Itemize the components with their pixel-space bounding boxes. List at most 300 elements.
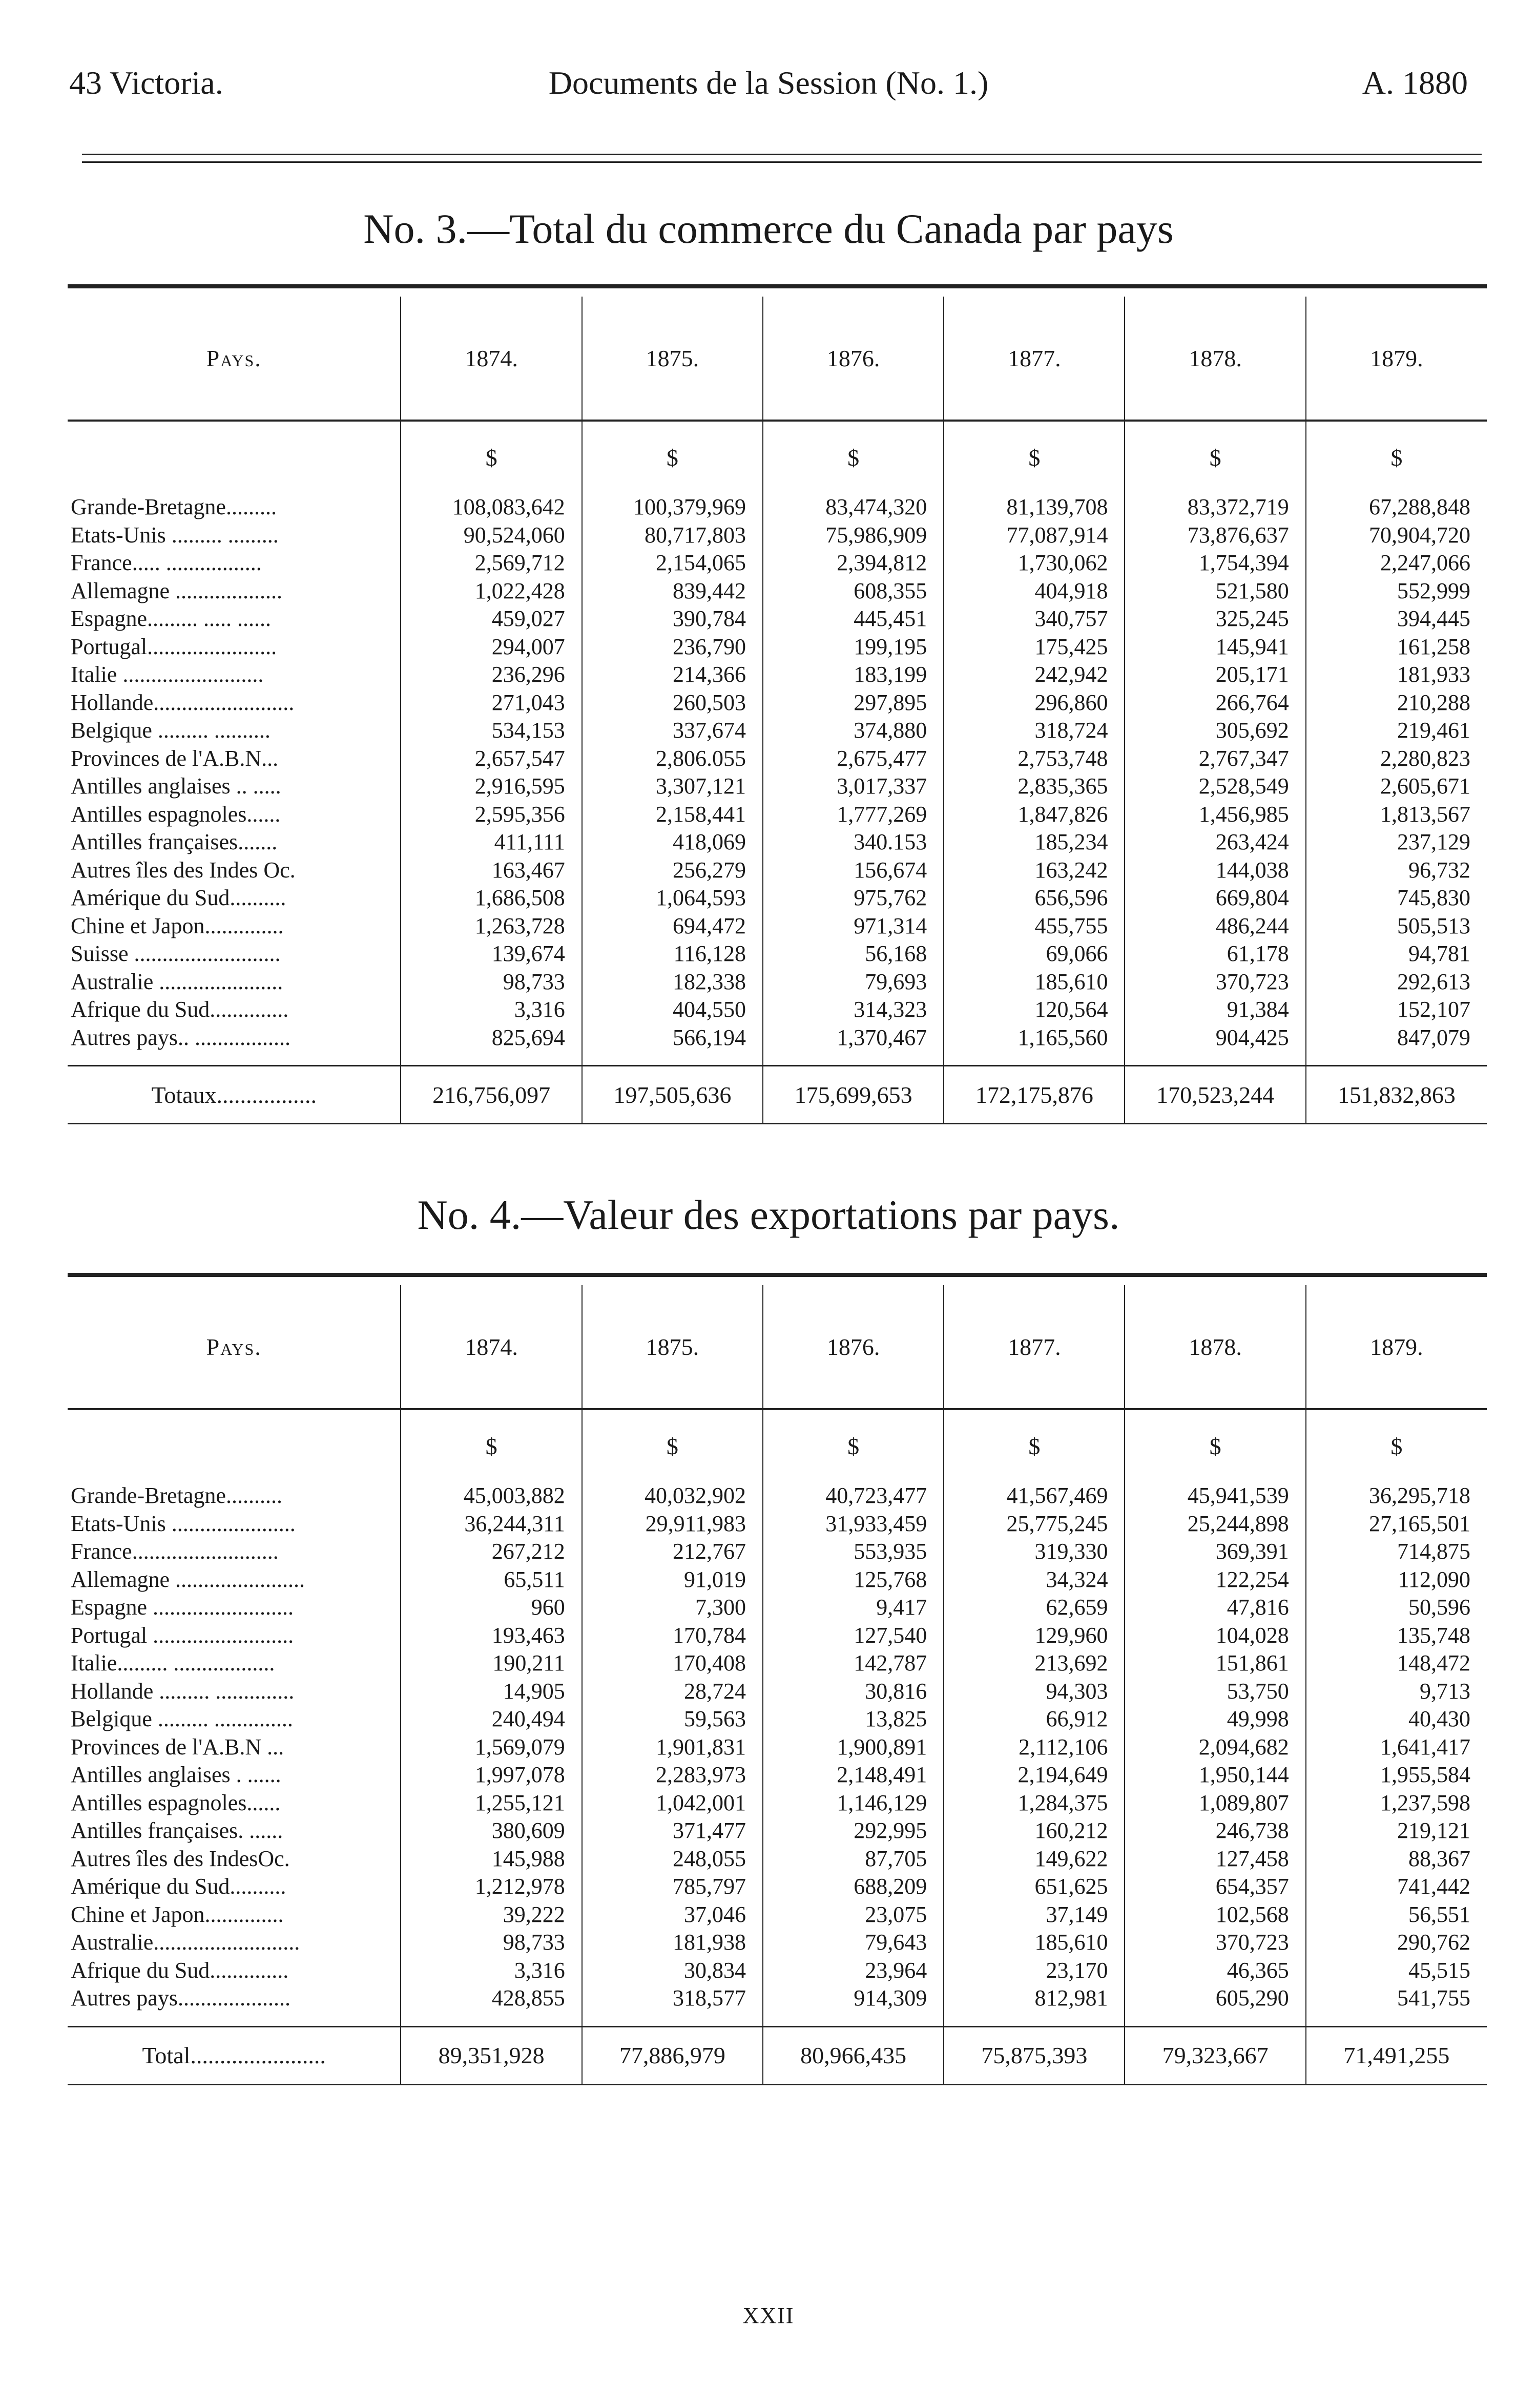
value-cell: 1,847,826	[944, 801, 1125, 829]
value-cell: 61,178	[1125, 940, 1305, 968]
table-row	[68, 996, 1487, 1024]
value-cell: 161,258	[1306, 633, 1487, 661]
value-cell: 370,723	[1125, 1929, 1305, 1957]
table-row	[68, 1594, 1487, 1622]
value-cell: 2,283,973	[582, 1761, 763, 1789]
value-cell: 66,912	[944, 1705, 1125, 1733]
value-cell: 1,730,062	[944, 549, 1125, 577]
value-cell: 3,316	[401, 1957, 581, 1985]
value-cell: 292,995	[763, 1817, 944, 1845]
table-row	[68, 493, 1487, 521]
value-cell: 1,569,079	[401, 1733, 581, 1762]
value-cell: 2,154,065	[582, 549, 763, 577]
value-cell: 374,880	[763, 717, 944, 745]
spacer-cell	[1125, 1052, 1305, 1066]
table-row	[68, 884, 1487, 912]
value-cell: 163,242	[944, 856, 1125, 885]
value-cell: 127,540	[763, 1622, 944, 1650]
country-name: Australie ......................	[71, 969, 283, 994]
value-cell: 98,733	[401, 1929, 581, 1957]
value-cell: 688,209	[763, 1873, 944, 1901]
table-row	[68, 1845, 1487, 1873]
unit-row	[68, 421, 1487, 493]
value-cell: 1,456,985	[1125, 801, 1305, 829]
value-cell: 59,563	[582, 1705, 763, 1733]
total-label: Totaux.................	[68, 1066, 401, 1124]
value-cell: 741,442	[1306, 1873, 1487, 1901]
value-cell: 30,816	[763, 1678, 944, 1706]
country-name: Grande-Bretagne..........	[71, 1483, 282, 1509]
table-row	[68, 1733, 1487, 1762]
country-name: Provinces de l'A.B.N ...	[71, 1734, 284, 1760]
value-cell: 745,830	[1306, 884, 1487, 912]
column-header-year: 1875.	[582, 297, 763, 421]
value-cell: 160,212	[944, 1817, 1125, 1845]
value-cell: 1,212,978	[401, 1873, 581, 1901]
value-cell: 390,784	[582, 605, 763, 633]
value-cell: 139,674	[401, 940, 581, 968]
value-cell: 459,027	[401, 605, 581, 633]
value-cell: 79,643	[763, 1929, 944, 1957]
value-cell: 553,935	[763, 1538, 944, 1566]
total-value: 79,323,667	[1125, 2026, 1305, 2084]
country-name: Hollande.........................	[71, 689, 295, 715]
value-cell: 37,149	[944, 1901, 1125, 1929]
value-cell: 552,999	[1306, 577, 1487, 605]
country-name: Amérique du Sud..........	[71, 1874, 286, 1899]
value-cell: 41,567,469	[944, 1482, 1125, 1510]
value-cell: 90,524,060	[401, 521, 581, 550]
value-cell: 404,550	[582, 996, 763, 1024]
country-name: Espagne......... ..... ......	[71, 606, 272, 632]
value-cell: 9,417	[763, 1594, 944, 1622]
country-name: Chine et Japon..............	[71, 913, 284, 938]
total-value: 77,886,979	[582, 2026, 763, 2084]
unit-spacer	[68, 421, 401, 493]
value-cell: 318,577	[582, 1984, 763, 2013]
table-row	[68, 828, 1487, 856]
country-name: Autres îles des Indes Oc.	[71, 857, 296, 883]
country-name: Antilles anglaises .. .....	[71, 773, 281, 799]
value-cell: 2,753,748	[944, 745, 1125, 773]
value-cell: 23,964	[763, 1957, 944, 1985]
value-cell: 2,675,477	[763, 745, 944, 773]
value-cell: 210,288	[1306, 689, 1487, 717]
value-cell: 318,724	[944, 717, 1125, 745]
value-cell: 340.153	[763, 828, 944, 856]
value-cell: 256,279	[582, 856, 763, 885]
total-value: 216,756,097	[401, 1066, 581, 1124]
spacer-cell	[763, 1052, 944, 1066]
value-cell: 148,472	[1306, 1649, 1487, 1678]
value-cell: 36,295,718	[1306, 1482, 1487, 1510]
value-cell: 1,370,467	[763, 1024, 944, 1052]
column-header-year: 1878.	[1125, 297, 1305, 421]
spacer-cell	[582, 2013, 763, 2027]
table-row	[68, 633, 1487, 661]
value-cell: 163,467	[401, 856, 581, 885]
spacer-cell	[68, 2013, 401, 2027]
value-cell: 135,748	[1306, 1622, 1487, 1650]
value-cell: 521,580	[1125, 577, 1305, 605]
country-name: Allemagne ...................	[71, 578, 283, 603]
value-cell: 183,199	[763, 661, 944, 689]
value-cell: 181,938	[582, 1929, 763, 1957]
value-cell: 94,781	[1306, 940, 1487, 968]
value-cell: 2,657,547	[401, 745, 581, 773]
value-cell: 305,692	[1125, 717, 1305, 745]
value-cell: 40,032,902	[582, 1482, 763, 1510]
value-cell: 2,595,356	[401, 801, 581, 829]
value-cell: 122,254	[1125, 1566, 1305, 1594]
unit-label: $	[763, 1409, 944, 1482]
value-cell: 337,674	[582, 717, 763, 745]
value-cell: 605,290	[1125, 1984, 1305, 2013]
column-header-year: 1879.	[1306, 1285, 1487, 1409]
value-cell: 2,806.055	[582, 745, 763, 773]
value-cell: 2,112,106	[944, 1733, 1125, 1762]
value-cell: 185,610	[944, 968, 1125, 996]
value-cell: 190,211	[401, 1649, 581, 1678]
table-row	[68, 1482, 1487, 1510]
table-row	[68, 772, 1487, 801]
value-cell: 975,762	[763, 884, 944, 912]
value-cell: 87,705	[763, 1845, 944, 1873]
value-cell: 213,692	[944, 1649, 1125, 1678]
spacer-row	[68, 1052, 1487, 1066]
value-cell: 714,875	[1306, 1538, 1487, 1566]
total-value: 172,175,876	[944, 1066, 1125, 1124]
value-cell: 149,622	[944, 1845, 1125, 1873]
value-cell: 142,787	[763, 1649, 944, 1678]
value-cell: 56,168	[763, 940, 944, 968]
column-header-year: 1876.	[763, 297, 944, 421]
value-cell: 81,139,708	[944, 493, 1125, 521]
value-cell: 1,255,121	[401, 1789, 581, 1817]
unit-label: $	[944, 1409, 1125, 1482]
total-label: Total.......................	[68, 2026, 401, 2084]
value-cell: 30,834	[582, 1957, 763, 1985]
value-cell: 1,686,508	[401, 884, 581, 912]
value-cell: 14,905	[401, 1678, 581, 1706]
country-name: Amérique du Sud..........	[71, 885, 286, 911]
country-name: Italie......... ..................	[71, 1650, 275, 1676]
value-cell: 825,694	[401, 1024, 581, 1052]
value-cell: 455,755	[944, 912, 1125, 940]
spacer-cell	[401, 1052, 581, 1066]
value-cell: 314,323	[763, 996, 944, 1024]
header-session: 43 Victoria.	[69, 65, 223, 101]
value-cell: 263,424	[1125, 828, 1305, 856]
table-row	[68, 968, 1487, 996]
country-name: Afrique du Sud..............	[71, 1957, 289, 1983]
value-cell: 960	[401, 1594, 581, 1622]
total-value: 89,351,928	[401, 2026, 581, 2084]
value-cell: 27,165,501	[1306, 1510, 1487, 1538]
country-name: Antilles anglaises . ......	[71, 1762, 281, 1788]
value-cell: 25,244,898	[1125, 1510, 1305, 1538]
value-cell: 325,245	[1125, 605, 1305, 633]
value-cell: 2,094,682	[1125, 1733, 1305, 1762]
header-rule	[82, 161, 1482, 163]
value-cell: 125,768	[763, 1566, 944, 1594]
value-cell: 185,610	[944, 1929, 1125, 1957]
value-cell: 651,625	[944, 1873, 1125, 1901]
value-cell: 3,307,121	[582, 772, 763, 801]
value-cell: 65,511	[401, 1566, 581, 1594]
value-cell: 1,064,593	[582, 884, 763, 912]
value-cell: 36,244,311	[401, 1510, 581, 1538]
value-cell: 292,613	[1306, 968, 1487, 996]
value-cell: 40,723,477	[763, 1482, 944, 1510]
value-cell: 1,237,598	[1306, 1789, 1487, 1817]
value-cell: 67,288,848	[1306, 493, 1487, 521]
table4-title: No. 4.—Valeur des exportations par pays.	[417, 1191, 1120, 1238]
unit-label: $	[1306, 1409, 1487, 1482]
value-cell: 151,861	[1125, 1649, 1305, 1678]
value-cell: 34,324	[944, 1566, 1125, 1594]
value-cell: 2,394,812	[763, 549, 944, 577]
value-cell: 1,284,375	[944, 1789, 1125, 1817]
exports-by-country-table	[68, 1273, 1487, 2085]
value-cell: 29,911,983	[582, 1510, 763, 1538]
value-cell: 246,738	[1125, 1817, 1305, 1845]
value-cell: 904,425	[1125, 1024, 1305, 1052]
value-cell: 170,784	[582, 1622, 763, 1650]
value-cell: 144,038	[1125, 856, 1305, 885]
value-cell: 445,451	[763, 605, 944, 633]
total-value: 175,699,653	[763, 1066, 944, 1124]
value-cell: 319,330	[944, 1538, 1125, 1566]
country-name: Autres pays.. .................	[71, 1024, 290, 1050]
value-cell: 370,723	[1125, 968, 1305, 996]
value-cell: 96,732	[1306, 856, 1487, 885]
table-row	[68, 605, 1487, 633]
value-cell: 219,461	[1306, 717, 1487, 745]
value-cell: 219,121	[1306, 1817, 1487, 1845]
value-cell: 1,042,001	[582, 1789, 763, 1817]
value-cell: 104,028	[1125, 1622, 1305, 1650]
value-cell: 94,303	[944, 1678, 1125, 1706]
value-cell: 669,804	[1125, 884, 1305, 912]
table-row	[68, 745, 1487, 773]
spacer-cell	[763, 2013, 944, 2027]
value-cell: 152,107	[1306, 996, 1487, 1024]
unit-label: $	[401, 421, 581, 493]
table-row	[68, 1649, 1487, 1678]
table-row	[68, 1622, 1487, 1650]
page-number: XXII	[742, 2303, 795, 2328]
value-cell: 193,463	[401, 1622, 581, 1650]
value-cell: 1,901,831	[582, 1733, 763, 1762]
table-row	[68, 1873, 1487, 1901]
value-cell: 182,338	[582, 968, 763, 996]
value-cell: 411,111	[401, 828, 581, 856]
country-name: France..........................	[71, 1539, 279, 1564]
value-cell: 53,750	[1125, 1678, 1305, 1706]
value-cell: 31,933,459	[763, 1510, 944, 1538]
value-cell: 486,244	[1125, 912, 1305, 940]
value-cell: 2,835,365	[944, 772, 1125, 801]
value-cell: 271,043	[401, 689, 581, 717]
value-cell: 371,477	[582, 1817, 763, 1845]
value-cell: 380,609	[401, 1817, 581, 1845]
value-cell: 181,933	[1306, 661, 1487, 689]
value-cell: 260,503	[582, 689, 763, 717]
country-name: Afrique du Sud..............	[71, 997, 289, 1022]
value-cell: 70,904,720	[1306, 521, 1487, 550]
column-header-year: 1875.	[582, 1285, 763, 1409]
value-cell: 1,955,584	[1306, 1761, 1487, 1789]
value-cell: 1,089,807	[1125, 1789, 1305, 1817]
value-cell: 394,445	[1306, 605, 1487, 633]
spacer-cell	[944, 2013, 1125, 2027]
value-cell: 608,355	[763, 577, 944, 605]
value-cell: 2,605,671	[1306, 772, 1487, 801]
value-cell: 108,083,642	[401, 493, 581, 521]
value-cell: 2,280,823	[1306, 745, 1487, 773]
value-cell: 170,408	[582, 1649, 763, 1678]
value-cell: 1,165,560	[944, 1024, 1125, 1052]
total-row	[68, 2026, 1487, 2084]
column-header-country: Pays.	[68, 297, 401, 421]
country-name: Chine et Japon..............	[71, 1901, 284, 1927]
country-name: Antilles espagnoles......	[71, 801, 281, 827]
value-cell: 102,568	[1125, 1901, 1305, 1929]
value-cell: 656,596	[944, 884, 1125, 912]
value-cell: 25,775,245	[944, 1510, 1125, 1538]
unit-label: $	[1306, 421, 1487, 493]
country-name: Antilles françaises.......	[71, 829, 278, 855]
value-cell: 237,129	[1306, 828, 1487, 856]
table-row	[68, 856, 1487, 885]
running-header	[69, 64, 1468, 120]
column-header-year: 1874.	[401, 297, 581, 421]
value-cell: 1,754,394	[1125, 549, 1305, 577]
table-row	[68, 940, 1487, 968]
value-cell: 47,816	[1125, 1594, 1305, 1622]
column-header-country: Pays.	[68, 1285, 401, 1409]
spacer-cell	[1306, 2013, 1487, 2027]
total-value: 170,523,244	[1125, 1066, 1305, 1124]
value-cell: 248,055	[582, 1845, 763, 1873]
country-name: Antilles espagnoles......	[71, 1790, 281, 1815]
value-cell: 83,474,320	[763, 493, 944, 521]
country-name: Suisse ..........................	[71, 941, 281, 967]
value-cell: 847,079	[1306, 1024, 1487, 1052]
value-cell: 37,046	[582, 1901, 763, 1929]
value-cell: 45,941,539	[1125, 1482, 1305, 1510]
value-cell: 7,300	[582, 1594, 763, 1622]
country-name: Australie..........................	[71, 1930, 300, 1955]
value-cell: 2,148,491	[763, 1761, 944, 1789]
value-cell: 73,876,637	[1125, 521, 1305, 550]
value-cell: 242,942	[944, 661, 1125, 689]
table-row	[68, 801, 1487, 829]
table3-title: No. 3.—Total du commerce du Canada par pays	[363, 205, 1174, 252]
value-cell: 46,365	[1125, 1957, 1305, 1985]
table-row	[68, 1678, 1487, 1706]
value-cell: 185,234	[944, 828, 1125, 856]
value-cell: 49,998	[1125, 1705, 1305, 1733]
value-cell: 2,158,441	[582, 801, 763, 829]
value-cell: 75,986,909	[763, 521, 944, 550]
spacer-cell	[68, 1052, 401, 1066]
table-row	[68, 1901, 1487, 1929]
country-name: Italie .........................	[71, 662, 264, 687]
value-cell: 296,860	[944, 689, 1125, 717]
value-cell: 534,153	[401, 717, 581, 745]
value-cell: 1,777,269	[763, 801, 944, 829]
value-cell: 2,916,595	[401, 772, 581, 801]
country-name: Autres pays....................	[71, 1985, 290, 2011]
table-row	[68, 577, 1487, 605]
country-name: Belgique ......... ..........	[71, 718, 271, 743]
country-name: France..... .................	[71, 550, 262, 576]
value-cell: 240,494	[401, 1705, 581, 1733]
country-name: Espagne .........................	[71, 1595, 294, 1620]
value-cell: 505,513	[1306, 912, 1487, 940]
value-cell: 785,797	[582, 1873, 763, 1901]
table-row	[68, 661, 1487, 689]
value-cell: 1,900,891	[763, 1733, 944, 1762]
value-cell: 839,442	[582, 577, 763, 605]
value-cell: 88,367	[1306, 1845, 1487, 1873]
value-cell: 654,357	[1125, 1873, 1305, 1901]
value-cell: 404,918	[944, 577, 1125, 605]
value-cell: 812,981	[944, 1984, 1125, 2013]
table-row	[68, 1566, 1487, 1594]
trade-by-country-table	[68, 284, 1487, 1124]
value-cell: 145,988	[401, 1845, 581, 1873]
value-cell: 418,069	[582, 828, 763, 856]
total-value: 75,875,393	[944, 2026, 1125, 2084]
value-cell: 214,366	[582, 661, 763, 689]
value-cell: 566,194	[582, 1024, 763, 1052]
value-cell: 91,019	[582, 1566, 763, 1594]
table-row	[68, 1789, 1487, 1817]
country-name: Allemagne .......................	[71, 1566, 305, 1592]
value-cell: 83,372,719	[1125, 493, 1305, 521]
value-cell: 340,757	[944, 605, 1125, 633]
value-cell: 23,170	[944, 1957, 1125, 1985]
spacer-cell	[401, 2013, 581, 2027]
value-cell: 266,764	[1125, 689, 1305, 717]
table-row	[68, 1024, 1487, 1052]
unit-label: $	[1125, 1409, 1305, 1482]
table-row	[68, 1817, 1487, 1845]
value-cell: 428,855	[401, 1984, 581, 2013]
unit-spacer	[68, 1409, 401, 1482]
value-cell: 2,247,066	[1306, 549, 1487, 577]
value-cell: 50,596	[1306, 1594, 1487, 1622]
value-cell: 62,659	[944, 1594, 1125, 1622]
value-cell: 79,693	[763, 968, 944, 996]
value-cell: 297,895	[763, 689, 944, 717]
value-cell: 199,195	[763, 633, 944, 661]
column-header-year: 1877.	[944, 297, 1125, 421]
value-cell: 69,066	[944, 940, 1125, 968]
value-cell: 212,767	[582, 1538, 763, 1566]
value-cell: 267,212	[401, 1538, 581, 1566]
spacer-cell	[944, 1052, 1125, 1066]
country-name: Autres îles des IndesOc.	[71, 1846, 290, 1871]
header-year: A. 1880	[1362, 65, 1468, 101]
value-cell: 1,997,078	[401, 1761, 581, 1789]
unit-label: $	[1125, 421, 1305, 493]
value-cell: 127,458	[1125, 1845, 1305, 1873]
unit-label: $	[944, 421, 1125, 493]
